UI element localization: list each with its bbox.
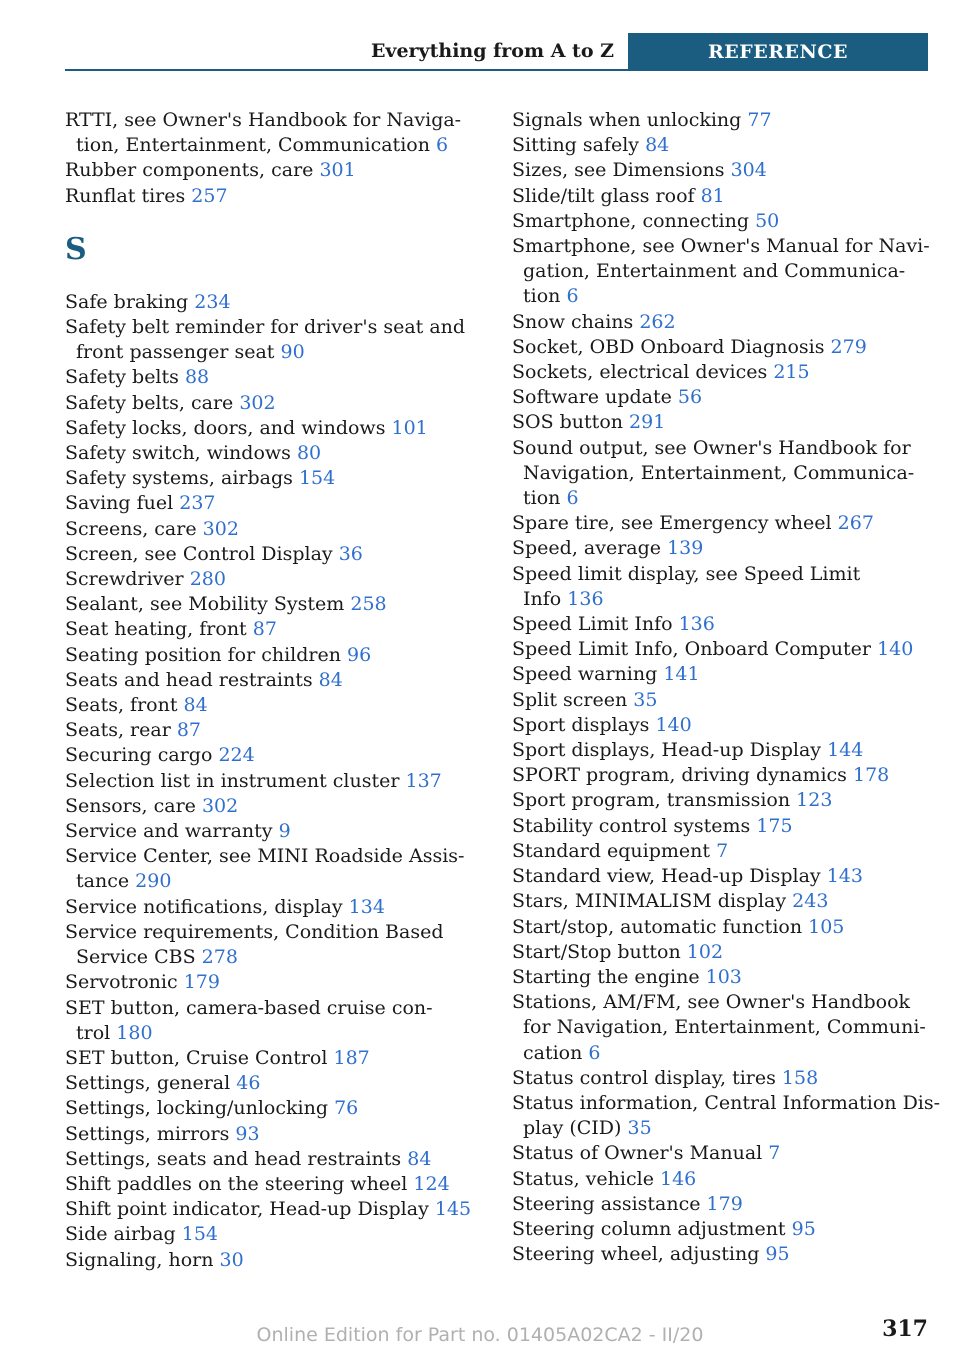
entry-term: Steering wheel, adjusting xyxy=(512,1243,760,1266)
index-entry xyxy=(512,133,932,158)
page-link[interactable]: 257 xyxy=(191,184,228,207)
page-link[interactable]: 178 xyxy=(852,764,890,787)
index-entry xyxy=(65,643,475,668)
page-link[interactable]: 291 xyxy=(629,411,666,434)
index-entry xyxy=(65,108,475,158)
index-entry xyxy=(65,1197,475,1222)
entry-term-continued: tance xyxy=(76,870,130,893)
index-entry xyxy=(65,794,475,819)
entry-term: Steering assistance xyxy=(512,1192,701,1215)
index-entry xyxy=(65,416,475,441)
entry-term: Settings, general xyxy=(65,1072,231,1095)
entry-term-continued: trol xyxy=(76,1021,111,1044)
index-entry xyxy=(512,1242,932,1267)
index-entry xyxy=(65,1071,475,1096)
index-entry xyxy=(65,920,475,970)
entry-term: Service and warranty xyxy=(65,820,273,843)
entry-term: Seat heating, front xyxy=(65,618,247,641)
entry-term: Safety systems, airbags xyxy=(65,467,293,490)
index-group-s xyxy=(65,290,475,1273)
index-group-s-continued xyxy=(512,108,941,1267)
entry-term-continued: play (CID) xyxy=(523,1117,622,1140)
page-link[interactable]: 143 xyxy=(826,865,863,888)
entry-term: Safety belts xyxy=(65,366,179,389)
page-link[interactable]: 6 xyxy=(588,1041,601,1064)
index-entry xyxy=(512,511,932,536)
entry-term: Slide/tilt glass roof xyxy=(512,184,695,207)
page-link[interactable]: 134 xyxy=(348,895,385,918)
index-entry xyxy=(65,1172,475,1197)
entry-term: Servotronic xyxy=(65,971,178,994)
page-link[interactable]: 84 xyxy=(318,668,343,691)
page-link[interactable]: 87 xyxy=(252,618,277,641)
index-entry xyxy=(65,158,475,183)
entry-term: Saving fuel xyxy=(65,492,174,515)
entry-term: Start/Stop button xyxy=(512,940,681,963)
page-link[interactable]: 154 xyxy=(298,467,336,490)
index-entry xyxy=(65,466,475,491)
page-link[interactable]: 304 xyxy=(730,159,767,182)
page-link[interactable]: 179 xyxy=(183,971,220,994)
entry-term: Stability control systems xyxy=(512,814,751,837)
entry-term: Status, vehicle xyxy=(512,1167,654,1190)
entry-term: Shift paddles on the steering wheel xyxy=(65,1172,408,1195)
page-header xyxy=(65,33,928,71)
index-entry xyxy=(65,315,475,365)
entry-term: Service notifications, display xyxy=(65,895,343,918)
page-link[interactable]: 7 xyxy=(716,839,729,862)
page-link[interactable]: 84 xyxy=(183,694,208,717)
entry-term: Status information, Central Information Dis- xyxy=(512,1091,941,1114)
entry-term: Sound output, see Owner's Handbook for xyxy=(512,436,911,459)
index-entry xyxy=(512,990,932,1066)
entry-term: Safety belts, care xyxy=(65,391,234,414)
index-entry xyxy=(512,209,932,234)
entry-term: Sealant, see Mobility System xyxy=(65,593,345,616)
page-link[interactable]: 30 xyxy=(219,1248,244,1271)
index-entry xyxy=(65,542,475,567)
page-link[interactable]: 146 xyxy=(659,1167,697,1190)
page-link[interactable]: 302 xyxy=(202,517,239,540)
index-entry xyxy=(512,1217,932,1242)
index-entry xyxy=(512,839,932,864)
index-entry xyxy=(65,844,475,894)
page-link[interactable]: 56 xyxy=(677,386,703,409)
entry-term: Steering column adjustment xyxy=(512,1217,786,1240)
page-link[interactable]: 76 xyxy=(334,1097,359,1120)
index-entry xyxy=(512,763,932,788)
page-link[interactable]: 96 xyxy=(347,643,372,666)
index-entry xyxy=(65,718,475,743)
page-link[interactable]: 215 xyxy=(773,361,810,384)
index-entry xyxy=(65,391,475,416)
entry-term: Smartphone, see Owner's Manual for Navi- xyxy=(512,235,930,258)
index-entry xyxy=(512,310,932,335)
page-link[interactable]: 267 xyxy=(837,512,874,535)
page-link[interactable]: 46 xyxy=(236,1072,261,1095)
page-link[interactable]: 105 xyxy=(808,915,845,938)
index-entry xyxy=(512,1192,932,1217)
index-entry xyxy=(512,662,932,687)
index-entry xyxy=(512,436,932,512)
index-entry xyxy=(65,491,475,516)
page-link[interactable]: 95 xyxy=(791,1217,816,1240)
entry-term: Standard equipment xyxy=(512,839,711,862)
page-link[interactable]: 84 xyxy=(645,134,670,157)
entry-term: Status control display, tires xyxy=(512,1066,776,1089)
page-link[interactable]: 6 xyxy=(566,285,579,308)
page-number: 317 xyxy=(882,1316,928,1342)
index-entry xyxy=(65,743,475,768)
page-link[interactable]: 279 xyxy=(830,335,867,358)
index-group-r xyxy=(65,108,475,209)
page-link[interactable]: 93 xyxy=(235,1122,260,1145)
page-link[interactable]: 234 xyxy=(194,290,231,313)
index-entry xyxy=(512,965,932,990)
index-entry xyxy=(512,915,932,940)
entry-term: Shift point indicator, Head-up Display xyxy=(65,1198,429,1221)
index-entry xyxy=(65,1096,475,1121)
entry-term: Speed Limit Info xyxy=(512,613,673,636)
page-link[interactable]: 280 xyxy=(189,568,226,591)
chapter-title: Everything from A to Z xyxy=(370,40,614,62)
page-link[interactable]: 90 xyxy=(280,341,305,364)
index-entry xyxy=(65,184,475,209)
page-link[interactable]: 145 xyxy=(434,1198,472,1221)
entry-term-continued: cation xyxy=(523,1041,583,1064)
entry-term: Signals when unlocking xyxy=(512,109,742,131)
page-link[interactable]: 6 xyxy=(566,487,579,510)
entry-term: Snow chains xyxy=(512,310,634,333)
page-link[interactable]: 102 xyxy=(686,940,724,963)
entry-term: Seats and head restraints xyxy=(65,668,313,691)
index-entry xyxy=(512,536,932,561)
index-entry xyxy=(512,864,932,889)
index-entry xyxy=(512,158,932,183)
entry-term: Safety locks, doors, and windows xyxy=(65,416,386,439)
page-link[interactable]: 301 xyxy=(319,159,356,182)
index-entry xyxy=(512,814,932,839)
page-link[interactable]: 302 xyxy=(201,794,239,817)
page-link[interactable]: 81 xyxy=(700,184,725,207)
page-link[interactable]: 84 xyxy=(407,1147,432,1170)
index-entry xyxy=(65,1147,475,1172)
entry-term: Sport displays, Head-up Display xyxy=(512,739,822,762)
index-entry xyxy=(65,970,475,995)
entry-term: Speed limit display, see Speed Limit xyxy=(512,562,861,585)
page-link[interactable]: 35 xyxy=(627,1117,652,1140)
index-entry xyxy=(65,617,475,642)
entry-term-continued: tion, Entertainment, Communication xyxy=(76,134,430,157)
index-entry xyxy=(512,637,932,662)
page-link[interactable]: 7 xyxy=(768,1142,781,1165)
page-link[interactable]: 179 xyxy=(706,1192,743,1215)
index-entry xyxy=(65,1248,475,1273)
entry-term: Seats, rear xyxy=(65,719,171,742)
page-link[interactable]: 140 xyxy=(877,638,914,661)
index-entry xyxy=(65,365,475,390)
entry-term-continued: front passenger seat xyxy=(76,341,275,364)
index-entry xyxy=(512,688,932,713)
index-entry xyxy=(65,668,475,693)
index-entry xyxy=(65,996,475,1046)
entry-term-continued: for Navigation, Entertainment, Communi- xyxy=(523,1016,926,1039)
index-entry xyxy=(65,895,475,920)
index-entry xyxy=(512,1167,932,1192)
entry-term: Screwdriver xyxy=(65,568,184,591)
page-link[interactable]: 101 xyxy=(391,416,428,439)
entry-term: Spare tire, see Emergency wheel xyxy=(512,512,832,535)
page-link[interactable]: 278 xyxy=(201,946,238,969)
entry-term: Side airbag xyxy=(65,1223,176,1246)
entry-term: SPORT program, driving dynamics xyxy=(512,764,847,787)
index-entry xyxy=(512,562,932,612)
index-entry xyxy=(512,889,932,914)
index-entry xyxy=(65,1046,475,1071)
page-link[interactable]: 243 xyxy=(792,890,829,913)
entry-term: Status of Owner's Manual xyxy=(512,1142,763,1165)
entry-term: Signaling, horn xyxy=(65,1248,214,1271)
entry-term: Software update xyxy=(512,386,672,409)
index-entry xyxy=(512,385,932,410)
page-link[interactable]: 88 xyxy=(184,366,210,389)
page-link[interactable]: 158 xyxy=(781,1066,819,1089)
index-entry xyxy=(65,290,475,315)
page-link[interactable]: 144 xyxy=(827,739,864,762)
entry-term: Socket, OBD Onboard Diagnosis xyxy=(512,335,825,358)
index-entry xyxy=(512,108,932,133)
page-link[interactable]: 302 xyxy=(239,391,276,414)
page-link[interactable]: 139 xyxy=(667,537,704,560)
index-entry xyxy=(65,592,475,617)
entry-term: Rubber components, care xyxy=(65,159,314,182)
index-entry xyxy=(512,1066,932,1091)
index-entry xyxy=(65,517,475,542)
entry-term: Settings, mirrors xyxy=(65,1122,230,1145)
index-entry xyxy=(65,567,475,592)
index-letter-heading: S xyxy=(65,231,87,267)
index-entry xyxy=(512,234,932,310)
entry-term-continued: Info xyxy=(523,587,562,610)
entry-term: Service Center, see MINI Roadside Assis- xyxy=(65,845,465,868)
index-entry xyxy=(512,184,932,209)
entry-term: Safety switch, windows xyxy=(65,442,291,465)
entry-term: Safety belt reminder for driver's seat and xyxy=(65,316,466,339)
page-link[interactable]: 180 xyxy=(116,1021,153,1044)
index-entry xyxy=(512,788,932,813)
page-link[interactable]: 87 xyxy=(176,719,202,742)
index-entry xyxy=(512,738,932,763)
entry-term: Screen, see Control Display xyxy=(65,542,333,565)
index-entry xyxy=(65,819,475,844)
index-entry xyxy=(512,360,932,385)
entry-term: Sport displays xyxy=(512,713,650,736)
entry-term: SET button, camera-based cruise con- xyxy=(65,996,433,1019)
index-entry xyxy=(512,410,932,435)
entry-term: Sitting safely xyxy=(512,134,640,157)
index-entry xyxy=(512,335,932,360)
page-link[interactable]: 6 xyxy=(436,134,449,157)
index-column-right xyxy=(512,108,941,1267)
page-link[interactable]: 224 xyxy=(218,744,255,767)
entry-term-continued: tion xyxy=(523,487,561,510)
entry-term: SOS button xyxy=(512,411,623,434)
index-entry xyxy=(65,441,475,466)
entry-term: Smartphone, connecting xyxy=(512,209,750,232)
entry-term: Speed warning xyxy=(512,663,658,686)
entry-term: SET button, Cruise Control xyxy=(65,1046,328,1069)
page-link[interactable]: 290 xyxy=(135,870,172,893)
page-link[interactable]: 175 xyxy=(756,814,793,837)
page-link[interactable]: 35 xyxy=(633,688,658,711)
entry-term-continued: Navigation, Entertainment, Communica- xyxy=(523,461,915,484)
entry-term: Runflat tires xyxy=(65,184,186,207)
page-link[interactable]: 77 xyxy=(747,109,772,131)
entry-term: RTTI, see Owner's Handbook for Naviga- xyxy=(65,109,462,131)
entry-term: Start/stop, automatic function xyxy=(512,915,803,938)
entry-term: Settings, locking/unlocking xyxy=(65,1097,329,1120)
index-entry xyxy=(65,769,475,794)
entry-term-continued: tion xyxy=(523,285,561,308)
entry-term: Seating position for children xyxy=(65,643,341,666)
entry-term: Sensors, care xyxy=(65,794,196,817)
header-rule xyxy=(65,69,928,71)
page-link[interactable]: 124 xyxy=(413,1172,450,1195)
page-link[interactable]: 141 xyxy=(663,663,700,686)
page-link[interactable]: 80 xyxy=(296,442,322,465)
entry-term: Stars, MINIMALISM display xyxy=(512,890,787,913)
footer-watermark: Online Edition for Part no. 01405A02CA2 - II/20 xyxy=(256,1324,704,1346)
page-link[interactable]: 262 xyxy=(639,310,676,333)
page-link[interactable]: 36 xyxy=(338,542,363,565)
entry-term: Securing cargo xyxy=(65,744,213,767)
entry-term: Sockets, electrical devices xyxy=(512,361,768,384)
entry-term: Service requirements, Condition Based xyxy=(65,920,444,943)
entry-term-continued: Service CBS xyxy=(76,946,196,969)
entry-term: Speed Limit Info, Onboard Computer xyxy=(512,638,872,661)
page-link[interactable]: 258 xyxy=(350,593,387,616)
index-entry xyxy=(512,612,932,637)
page-link[interactable]: 103 xyxy=(705,965,742,988)
page-link[interactable]: 154 xyxy=(181,1223,218,1246)
entry-term: Split screen xyxy=(512,688,628,711)
entry-term: Sizes, see Dimensions xyxy=(512,159,725,182)
page-link[interactable]: 187 xyxy=(333,1046,370,1069)
page-link[interactable]: 9 xyxy=(278,820,291,843)
entry-term-continued: gation, Entertainment and Communica- xyxy=(523,260,906,283)
index-entry xyxy=(65,693,475,718)
entry-term: Sport program, transmission xyxy=(512,789,791,812)
index-entry xyxy=(512,713,932,738)
page-link[interactable]: 136 xyxy=(567,587,604,610)
page-link[interactable]: 123 xyxy=(796,789,833,812)
index-entry xyxy=(512,940,932,965)
entry-term: Stations, AM/FM, see Owner's Handbook xyxy=(512,991,911,1014)
entry-term: Settings, seats and head restraints xyxy=(65,1147,402,1170)
index-entry xyxy=(512,1141,932,1166)
entry-term: Starting the engine xyxy=(512,965,700,988)
section-tab: REFERENCE xyxy=(628,33,928,71)
index-column-left xyxy=(65,108,475,1273)
index-entry xyxy=(65,1222,475,1247)
entry-term: Screens, care xyxy=(65,517,197,540)
entry-term: Selection list in instrument cluster xyxy=(65,769,400,792)
page-link[interactable]: 95 xyxy=(765,1243,790,1266)
index-entry xyxy=(512,1091,941,1141)
entry-term: Safe braking xyxy=(65,290,189,313)
page-link[interactable]: 137 xyxy=(405,769,442,792)
index-entry xyxy=(65,1122,475,1147)
entry-term: Speed, average xyxy=(512,537,662,560)
page-link[interactable]: 237 xyxy=(179,492,216,515)
entry-term: Standard view, Head-up Display xyxy=(512,865,821,888)
page-link[interactable]: 140 xyxy=(655,713,692,736)
entry-term: Seats, front xyxy=(65,694,178,717)
page-link[interactable]: 50 xyxy=(755,209,780,232)
page-link[interactable]: 136 xyxy=(678,613,715,636)
